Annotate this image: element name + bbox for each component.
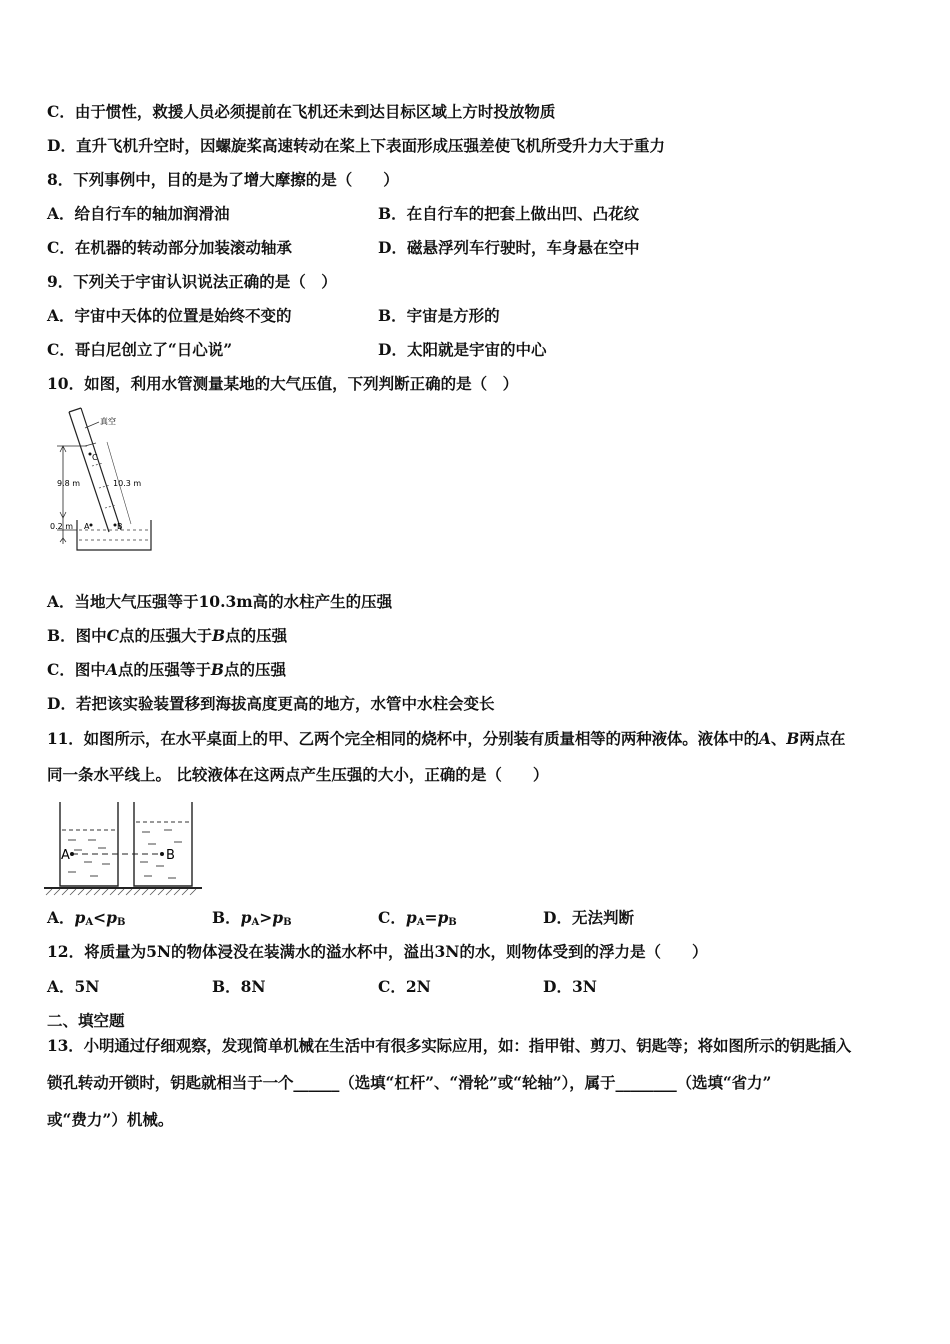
- height-0-2-label: 0.2 m: [50, 522, 74, 531]
- q11-stem-line2: 同一条水平线上。 比较液体在这两点产生压强的大小，正确的是（ ）: [47, 765, 549, 784]
- q11-stem-line1: 11．如图所示，在水平桌面上的甲、乙两个完全相同的烧杯中，分别装有质量相等的两种液体。液体中的A、B两点在: [47, 729, 846, 748]
- q9-option-b: B．宇宙是方形的: [378, 306, 500, 325]
- point-a-label: A: [84, 522, 90, 531]
- height-9-8-label: 9.8 m: [57, 479, 81, 488]
- point-b-label: B: [117, 522, 123, 531]
- q13-line1: 13．小明通过仔细观察，发现简单机械在生活中有很多实际应用，如：指甲钳、剪刀、钥匙等；将如图所示的钥匙插入: [47, 1036, 852, 1055]
- q10-option-b: B．图中C点的压强大于B点的压强: [47, 626, 288, 645]
- q13-line3: 或“费力”）机械。: [47, 1110, 174, 1129]
- q12-option-c: C．2N: [378, 977, 431, 996]
- q8-option-d: D．磁悬浮列车行驶时，车身悬在空中: [378, 238, 640, 257]
- q10-option-a: A．当地大气压强等于10.3m高的水柱产生的压强: [47, 592, 393, 611]
- q13-line2: 锁孔转动开锁时，钥匙就相当于一个______（选填“杠杆”、“滑轮”或“轮轴”），属于________（选填“省力”: [47, 1073, 772, 1092]
- beaker-point-b-label: B: [166, 848, 175, 863]
- q8-stem: 8．下列事例中，目的是为了增大摩擦的是（ ）: [47, 170, 399, 189]
- length-10-3-label: 10.3 m: [113, 479, 142, 488]
- q8-option-c: C．在机器的转动部分加装滚动轴承: [47, 238, 292, 257]
- beaker-point-a-label: A: [61, 848, 70, 863]
- q7-option-c: C．由于惯性，救援人员必须提前在飞机还未到达目标区域上方时投放物质: [47, 102, 556, 121]
- q12-option-b: B．8N: [212, 977, 266, 996]
- q11-option-b: B．$p_A>p_B$: [212, 908, 292, 928]
- q10-option-d: D．若把该实验装置移到海拔高度更高的地方，水管中水柱会变长: [47, 694, 495, 713]
- vacuum-label: 真空: [100, 417, 116, 426]
- q11-option-c: C．$p_A=p_B$: [378, 908, 457, 928]
- section-title-fill-in: 二、填空题: [47, 1011, 125, 1030]
- q8-option-b: B．在自行车的把套上做出凹、凸花纹: [378, 204, 640, 223]
- q9-stem: 9．下列关于宇宙认识说法正确的是（ ）: [47, 272, 337, 291]
- q10-option-c: C．图中A点的压强等于B点的压强: [47, 660, 287, 679]
- q9-option-d: D．太阳就是宇宙的中心: [378, 340, 547, 359]
- q11-option-d: D．无法判断: [543, 908, 634, 927]
- q9-option-a: A．宇宙中天体的位置是始终不变的: [47, 306, 292, 325]
- q11-beakers-figure: [44, 800, 202, 896]
- q11-option-a: A．$p_A<p_B$: [47, 908, 126, 928]
- q12-option-d: D．3N: [543, 977, 597, 996]
- q12-option-a: A．5N: [47, 977, 100, 996]
- point-c-label: C: [92, 453, 98, 462]
- q8-option-a: A．给自行车的轴加润滑油: [47, 204, 230, 223]
- q10-barometer-figure: [47, 402, 165, 570]
- q12-stem: 12．将质量为5N的物体浸没在装满水的溢水杯中，溢出3N的水，则物体受到的浮力是（ ）: [47, 942, 708, 961]
- q10-stem: 10．如图，利用水管测量某地的大气压值，下列判断正确的是（ ）: [47, 374, 519, 393]
- q7-option-d: D．直升飞机升空时，因螺旋桨高速转动在桨上下表面形成压强差使飞机所受升力大于重力: [47, 136, 665, 155]
- q9-option-c: C．哥白尼创立了“日心说”: [47, 340, 233, 359]
